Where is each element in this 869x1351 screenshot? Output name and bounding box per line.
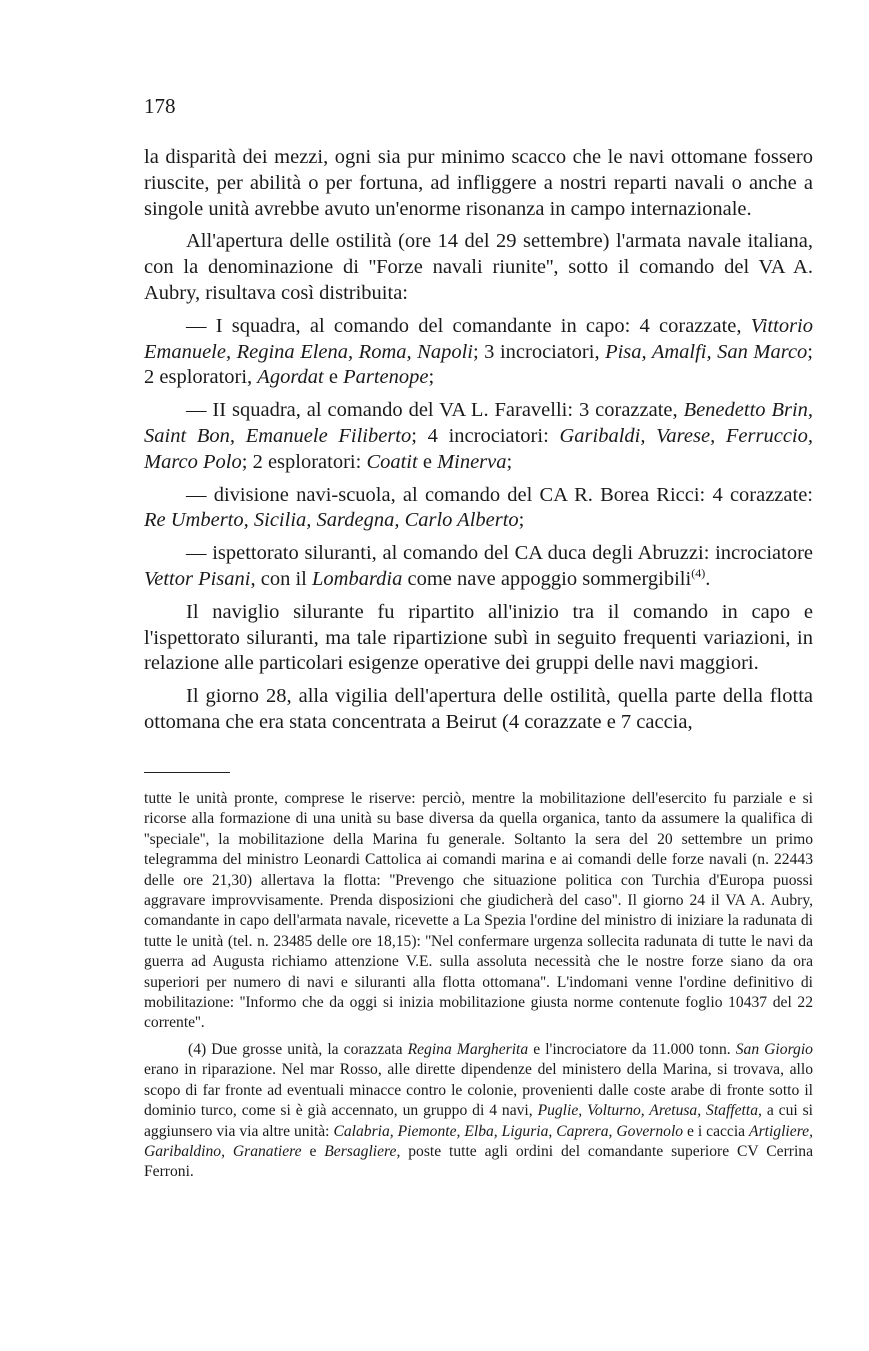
paragraph-second-squadron: — II squadra, al comando del VA L. Faravelli: 3 corazzate, Benedetto Brin, Saint Bon, Emanuele Filiberto; 4 incrociatori: Garibaldi, Varese, Ferruccio, Marco Polo; 2 esploratori: Coatit e Minerva; [144, 399, 814, 473]
paragraph-torpedo-inspectorate: — ispettorato siluranti, al comando del CA duca degli Abruzzi: incrociatore Vettor Pisani, con il Lombardia come nave appoggio sommergibili$^{(4)}$. [144, 542, 813, 590]
footnotes [144, 789, 813, 1189]
paragraph-1: la disparità dei mezzi, ogni sia pur minimo scacco che le navi ottomane fossero riuscite, per abilità o per fortuna, ad infliggere a nostri reparti navali o anche a singole unità avrebbe avuto un'enorme risonanza in campo internazionale. [144, 146, 813, 220]
footnote-continued: tutte le unità pronte, comprese le riserve: perciò, mentre la mobilitazione dell'esercito fu parziale e si ricorse alla formazione di una unità su base diversa da quella organica, tanto da assumere la qualifica di ''speciale'', la mobilitazione della Marina fu generale. Soltanto la sera del 20 settembre un primo telegramma del ministro Leonardi Cattolica ai comandi marina e ai comandi delle forze navali (n. 22443 delle ore 21,30) allertava la flotta: ''Prevengo che situazione politica con Turchia d'Europa puossi aggravare improvvisamente. Prenda disposizioni che giudicherà del caso''. Il giorno 24 il VA A. Aubry, comandante in capo dell'armata navale, ricevette a La Spezia l'ordine del ministro di iniziare la radunata di tutte le unità (tel. n. 23485 delle ore 18,15): ''Nel confermare urgenza sollecita radunata di tutte le navi da guerra ad Augusta richiamo attenzione V.E. sulla assoluta necessità che le nostre forze siano da ora superiori per numero di navi e siluranti alla flotta ottomana''. L'indomani venne l'ordine definitivo di mobilitazione: ''Informo che da oggi si inizia mobilitazione giusta norme contenute foglio 10437 del 22 corrente''. [144, 790, 813, 1032]
footnote-separator [144, 772, 230, 773]
paragraph-2: All'apertura delle ostilità (ore 14 del 29 settembre) l'armata navale italiana, con la denominazione di ''Forze navali riunite'', sotto il comando del VA A. Aubry, risultava così distribuita: [144, 230, 813, 304]
paragraph-training-division: — divisione navi-scuola, al comando del CA R. Borea Ricci: 4 corazzate: Re Umberto, Sicilia, Sardegna, Carlo Alberto; [144, 483, 813, 532]
paragraph-first-squadron: — I squadra, al comando del comandante in capo: 4 corazzate, Vittorio Emanuele, Regina Elena, Roma, Napoli; 3 incrociatori, Pisa, Amalfi, San Marco; 2 esploratori, Agordat e Partenope; [144, 314, 813, 389]
footnote-4: (4) Due grosse unità, la corazzata Regina Margherita e l'incrociatore da 11.000 tonn. San Giorgio erano in riparazione. Nel mar Rosso, alle dirette dipendenze del ministero della Marina, si trovava, allo scopo di far fronte ad eventuali minacce contro le colonie, provenienti dalle coste arabe di fronte sotto il dominio turco, come si è già accennato, un gruppo di 4 navi, Puglie, Volturno, Aretusa, Staffetta, a cui si aggiunsero via via altre unità: Calabria, Piemonte, Elba, Liguria, Caprera, Governolo e i caccia Artigliere, Garibaldino, Granatiere e Bersagliere, poste tutte agli ordini del comandante superiore CV Cerrina Ferroni. [144, 1040, 814, 1181]
main-text [144, 145, 813, 743]
paragraph-7: Il naviglio silurante fu ripartito all'inizio tra il comando in capo e l'ispettorato siluranti, ma tale ripartizione subì in seguito frequenti variazioni, in relazione alle particolari esigenze operative dei gruppi delle navi maggiori. [144, 600, 813, 675]
page-number: 178 [144, 94, 176, 118]
paragraph-8: Il giorno 28, alla vigilia dell'apertura delle ostilità, quella parte della flotta ottomana che era stata concentrata a Beirut (4 corazzate e 7 caccia, [144, 685, 813, 733]
footnote-reference-4: (4) [691, 566, 706, 581]
